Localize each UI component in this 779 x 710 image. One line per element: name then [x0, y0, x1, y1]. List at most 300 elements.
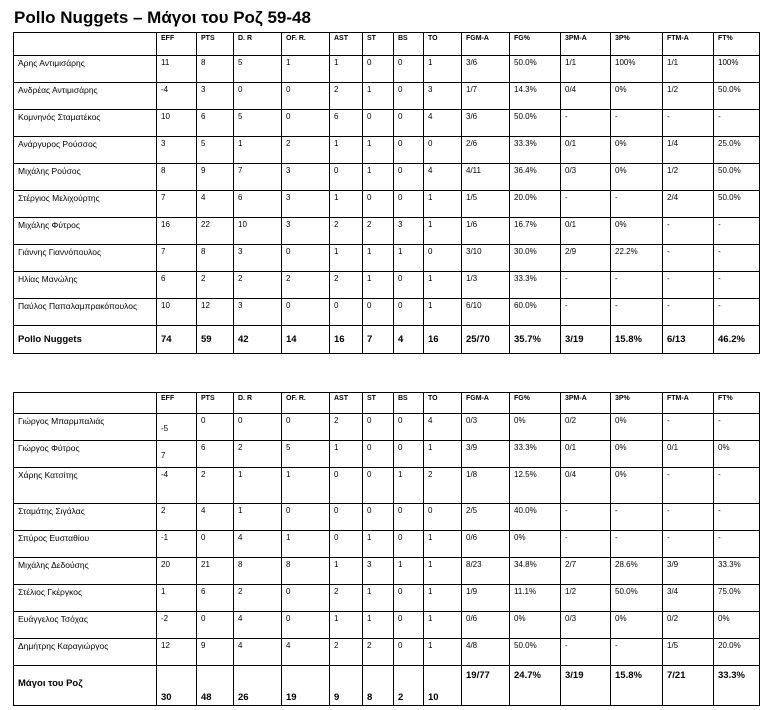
stat-fg-pct: 30.0%	[510, 245, 561, 272]
stat-ft-pct: -	[714, 110, 760, 137]
header-cell-blank	[14, 33, 157, 56]
stat-off-reb: 8	[282, 558, 330, 585]
stat-fg-pct: 0%	[510, 531, 561, 558]
stat-ftm-a: -	[663, 468, 714, 504]
total-blk: 4	[394, 326, 424, 354]
stat-3pm-a: 2/9	[561, 245, 611, 272]
stat-fgm-a: 0/6	[462, 531, 510, 558]
header-pts: PTS	[197, 33, 234, 56]
stat-3pm-a: -	[561, 191, 611, 218]
stat-off-reb: 3	[282, 191, 330, 218]
stat-def-reb: 2	[234, 585, 282, 612]
total-3p-pct: 15.8%	[611, 666, 663, 706]
header-3pm-a: 3PM-A	[561, 393, 611, 414]
stat-tov: 4	[424, 414, 462, 441]
stat-fg-pct: 14.3%	[510, 83, 561, 110]
stat-fgm-a: 3/6	[462, 56, 510, 83]
header-tov: TO	[424, 33, 462, 56]
total-def-reb: 26	[234, 666, 282, 706]
stat-3pm-a: -	[561, 299, 611, 326]
stat-stl: 0	[363, 468, 394, 504]
total-fgm-a: 25/70	[462, 326, 510, 354]
stat-fg-pct: 20.0%	[510, 191, 561, 218]
stat-3p-pct: 0%	[611, 218, 663, 245]
total-fg-pct: 35.7%	[510, 326, 561, 354]
stat-3pm-a: 0/3	[561, 164, 611, 191]
stat-def-reb: 7	[234, 164, 282, 191]
header-ftm-a: FTM-A	[663, 393, 714, 414]
stat-3p-pct: 0%	[611, 164, 663, 191]
stat-stl: 0	[363, 110, 394, 137]
stat-fgm-a: 6/10	[462, 299, 510, 326]
stat-fg-pct: 11.1%	[510, 585, 561, 612]
header-ftm-a: FTM-A	[663, 33, 714, 56]
stat-ast: 2	[330, 272, 363, 299]
stat-pts: 2	[197, 468, 234, 504]
stat-stl: 2	[363, 218, 394, 245]
stat-fg-pct: 50.0%	[510, 56, 561, 83]
player-name: Χάρης Κατσίτης	[14, 468, 157, 504]
stat-pts: 4	[197, 191, 234, 218]
stat-3p-pct: -	[611, 272, 663, 299]
stat-tov: 1	[424, 191, 462, 218]
stat-pts: 8	[197, 245, 234, 272]
stat-ftm-a: 1/2	[663, 83, 714, 110]
player-name: Ανδρέας Αντιμισάρης	[14, 83, 157, 110]
stat-3pm-a: 2/7	[561, 558, 611, 585]
stat-ft-pct: 75.0%	[714, 585, 760, 612]
stat-3p-pct: 28.6%	[611, 558, 663, 585]
table-row	[14, 441, 760, 468]
stat-blk: 1	[394, 558, 424, 585]
header-def-reb: D. R	[234, 393, 282, 414]
total-eff: 74	[157, 326, 197, 354]
header-fgm-a: FGM-A	[462, 393, 510, 414]
stat-stl: 1	[363, 83, 394, 110]
stat-off-reb: 5	[282, 441, 330, 468]
stat-ftm-a: -	[663, 299, 714, 326]
stat-3p-pct: 0%	[611, 468, 663, 504]
stat-off-reb: 3	[282, 164, 330, 191]
header-stl: ST	[363, 393, 394, 414]
stat-ftm-a: 3/9	[663, 558, 714, 585]
stat-eff: 8	[157, 164, 197, 191]
stat-ft-pct: -	[714, 531, 760, 558]
stat-pts: 0	[197, 414, 234, 441]
player-name: Γιάννης Γιαννόπουλος	[14, 245, 157, 272]
stat-pts: 4	[197, 504, 234, 531]
stat-fg-pct: 33.3%	[510, 272, 561, 299]
header-fg-pct: FG%	[510, 33, 561, 56]
stat-3pm-a: 0/4	[561, 83, 611, 110]
stat-fg-pct: 34.8%	[510, 558, 561, 585]
stat-def-reb: 4	[234, 639, 282, 666]
stat-tov: 1	[424, 299, 462, 326]
stat-fg-pct: 0%	[510, 612, 561, 639]
player-name: Ανάργυρος Ρούσσος	[14, 137, 157, 164]
stat-tov: 0	[424, 245, 462, 272]
stat-ft-pct: -	[714, 414, 760, 441]
table-row	[14, 137, 760, 164]
stat-3pm-a: -	[561, 110, 611, 137]
stat-stl: 2	[363, 639, 394, 666]
stat-fg-pct: 0%	[510, 414, 561, 441]
stat-tov: 4	[424, 110, 462, 137]
stat-eff: -4	[157, 83, 197, 110]
player-name: Μιχάλης Δεδούσης	[14, 558, 157, 585]
stat-blk: 0	[394, 414, 424, 441]
header-tov: TO	[424, 393, 462, 414]
stat-3pm-a: -	[561, 504, 611, 531]
stat-fgm-a: 1/7	[462, 83, 510, 110]
stat-fg-pct: 50.0%	[510, 110, 561, 137]
stat-def-reb: 3	[234, 299, 282, 326]
total-eff: 30	[157, 666, 197, 706]
stat-ft-pct: 25.0%	[714, 137, 760, 164]
stat-fgm-a: 3/10	[462, 245, 510, 272]
stat-blk: 1	[394, 468, 424, 504]
header-fg-pct: FG%	[510, 393, 561, 414]
table-row	[14, 612, 760, 639]
stat-eff: 7	[157, 245, 197, 272]
header-3p-pct: 3P%	[611, 33, 663, 56]
stat-def-reb: 4	[234, 531, 282, 558]
player-name: Μιχάλης Ρούσος	[14, 164, 157, 191]
stat-tov: 1	[424, 56, 462, 83]
stat-fgm-a: 4/11	[462, 164, 510, 191]
stat-pts: 8	[197, 56, 234, 83]
stat-eff: 1	[157, 585, 197, 612]
stat-def-reb: 0	[234, 414, 282, 441]
stat-3pm-a: 1/2	[561, 585, 611, 612]
stat-3p-pct: 0%	[611, 441, 663, 468]
stat-def-reb: 6	[234, 191, 282, 218]
player-name: Ευάγγελος Τσόχας	[14, 612, 157, 639]
stat-pts: 0	[197, 531, 234, 558]
stat-off-reb: 3	[282, 218, 330, 245]
stat-fgm-a: 3/9	[462, 441, 510, 468]
stat-blk: 0	[394, 56, 424, 83]
stat-ast: 1	[330, 191, 363, 218]
stat-3p-pct: -	[611, 299, 663, 326]
header-def-reb: D. R	[234, 33, 282, 56]
stat-def-reb: 2	[234, 441, 282, 468]
stat-ft-pct: 20.0%	[714, 639, 760, 666]
stat-stl: 0	[363, 191, 394, 218]
stat-blk: 0	[394, 164, 424, 191]
stat-tov: 1	[424, 639, 462, 666]
header-stl: ST	[363, 33, 394, 56]
stat-tov: 0	[424, 504, 462, 531]
stat-off-reb: 2	[282, 137, 330, 164]
stat-tov: 1	[424, 272, 462, 299]
stat-def-reb: 3	[234, 245, 282, 272]
stat-def-reb: 8	[234, 558, 282, 585]
stat-ast: 2	[330, 639, 363, 666]
stat-stl: 0	[363, 56, 394, 83]
header-off-reb: OF. R.	[282, 33, 330, 56]
stat-stl: 3	[363, 558, 394, 585]
stat-blk: 0	[394, 272, 424, 299]
stat-3pm-a: -	[561, 531, 611, 558]
stat-3pm-a: 0/1	[561, 137, 611, 164]
table-row	[14, 639, 760, 666]
player-name: Γιώργος Φύτρος	[14, 441, 157, 468]
stat-ast: 0	[330, 468, 363, 504]
player-name: Στέλιος Γκέργκος	[14, 585, 157, 612]
total-3p-pct: 15.8%	[611, 326, 663, 354]
player-name: Άρης Αντιμισάρης	[14, 56, 157, 83]
table-row	[14, 164, 760, 191]
total-pts: 48	[197, 666, 234, 706]
stat-tov: 4	[424, 164, 462, 191]
stat-blk: 0	[394, 83, 424, 110]
stat-3pm-a: 0/2	[561, 414, 611, 441]
stat-blk: 3	[394, 218, 424, 245]
stat-fgm-a: 0/6	[462, 612, 510, 639]
stat-ftm-a: 1/1	[663, 56, 714, 83]
totals-row	[14, 666, 760, 706]
header-ast: AST	[330, 393, 363, 414]
player-name: Σπύρος Ευσταθίου	[14, 531, 157, 558]
stat-off-reb: 1	[282, 468, 330, 504]
stat-fgm-a: 3/6	[462, 110, 510, 137]
stat-ft-pct: -	[714, 218, 760, 245]
stat-tov: 0	[424, 137, 462, 164]
stat-eff: -4	[157, 468, 197, 504]
team-name: Pollo Nuggets	[14, 326, 157, 354]
total-tov: 10	[424, 666, 462, 706]
stat-fg-pct: 16.7%	[510, 218, 561, 245]
stat-fgm-a: 1/8	[462, 468, 510, 504]
stat-def-reb: 4	[234, 612, 282, 639]
stat-fgm-a: 1/9	[462, 585, 510, 612]
stat-3p-pct: 0%	[611, 83, 663, 110]
stat-3p-pct: 0%	[611, 137, 663, 164]
total-off-reb: 19	[282, 666, 330, 706]
totals-row	[14, 326, 760, 354]
stat-pts: 6	[197, 585, 234, 612]
player-name: Σταμάτης Σιγάλας	[14, 504, 157, 531]
stat-eff: 6	[157, 272, 197, 299]
stat-off-reb: 0	[282, 110, 330, 137]
stat-stl: 1	[363, 531, 394, 558]
total-3pm-a: 3/19	[561, 326, 611, 354]
stat-3p-pct: -	[611, 639, 663, 666]
stat-stl: 0	[363, 299, 394, 326]
stat-ftm-a: -	[663, 272, 714, 299]
stat-eff: 16	[157, 218, 197, 245]
total-off-reb: 14	[282, 326, 330, 354]
stat-ft-pct: -	[714, 504, 760, 531]
total-stl: 7	[363, 326, 394, 354]
stat-fgm-a: 1/6	[462, 218, 510, 245]
stat-blk: 0	[394, 612, 424, 639]
stat-ast: 2	[330, 218, 363, 245]
stat-blk: 0	[394, 531, 424, 558]
stat-3pm-a: 0/3	[561, 612, 611, 639]
stat-blk: 0	[394, 504, 424, 531]
stat-off-reb: 1	[282, 56, 330, 83]
stat-off-reb: 0	[282, 585, 330, 612]
table-row	[14, 83, 760, 110]
document-title: Pollo Nuggets – Μάγοι του Ροζ 59-48	[14, 8, 311, 27]
stat-ftm-a: -	[663, 531, 714, 558]
stat-off-reb: 0	[282, 299, 330, 326]
player-name: Ηλίας Μανώλης	[14, 272, 157, 299]
stat-blk: 0	[394, 137, 424, 164]
stat-blk: 0	[394, 585, 424, 612]
header-row	[14, 393, 760, 414]
stat-ftm-a: 0/2	[663, 612, 714, 639]
total-ast: 16	[330, 326, 363, 354]
stat-ast: 2	[330, 83, 363, 110]
stat-fgm-a: 4/8	[462, 639, 510, 666]
stat-def-reb: 5	[234, 110, 282, 137]
stat-stl: 1	[363, 245, 394, 272]
player-name: Γιώργος Μπαρμπαλιάς	[14, 414, 157, 441]
stat-ftm-a: -	[663, 218, 714, 245]
stat-ast: 1	[330, 56, 363, 83]
header-eff: EFF	[157, 393, 197, 414]
stat-ft-pct: 50.0%	[714, 83, 760, 110]
stat-off-reb: 0	[282, 83, 330, 110]
stat-off-reb: 4	[282, 639, 330, 666]
stat-eff: -2	[157, 612, 197, 639]
stat-ast: 1	[330, 441, 363, 468]
stat-eff: -5	[157, 414, 197, 441]
header-ft-pct: FT%	[714, 33, 760, 56]
stat-fgm-a: 1/5	[462, 191, 510, 218]
total-tov: 16	[424, 326, 462, 354]
stat-eff: 3	[157, 137, 197, 164]
stat-fgm-a: 2/6	[462, 137, 510, 164]
stat-blk: 1	[394, 245, 424, 272]
stat-3p-pct: 0%	[611, 612, 663, 639]
header-pts: PTS	[197, 393, 234, 414]
stat-fg-pct: 50.0%	[510, 639, 561, 666]
stat-3pm-a: 1/1	[561, 56, 611, 83]
stat-fgm-a: 8/23	[462, 558, 510, 585]
stat-fg-pct: 33.3%	[510, 441, 561, 468]
table-row	[14, 191, 760, 218]
header-blk: BS	[394, 393, 424, 414]
stat-3p-pct: 50.0%	[611, 585, 663, 612]
stat-3pm-a: 0/4	[561, 468, 611, 504]
header-ft-pct: FT%	[714, 393, 760, 414]
stat-fgm-a: 1/3	[462, 272, 510, 299]
stat-pts: 9	[197, 164, 234, 191]
total-ft-pct: 46.2%	[714, 326, 760, 354]
stat-eff: 10	[157, 110, 197, 137]
table-row	[14, 585, 760, 612]
stat-pts: 6	[197, 110, 234, 137]
header-off-reb: OF. R.	[282, 393, 330, 414]
stat-3pm-a: 0/1	[561, 218, 611, 245]
stat-blk: 0	[394, 299, 424, 326]
stat-ft-pct: 0%	[714, 441, 760, 468]
total-blk: 2	[394, 666, 424, 706]
stat-off-reb: 1	[282, 531, 330, 558]
stat-tov: 3	[424, 83, 462, 110]
stat-ft-pct: -	[714, 245, 760, 272]
stat-eff: 12	[157, 639, 197, 666]
total-fgm-a: 19/77	[462, 666, 510, 706]
header-cell-blank	[14, 393, 157, 414]
stat-3p-pct: -	[611, 191, 663, 218]
stat-pts: 21	[197, 558, 234, 585]
header-ast: AST	[330, 33, 363, 56]
stat-ftm-a: -	[663, 245, 714, 272]
stat-pts: 2	[197, 272, 234, 299]
stat-ft-pct: 33.3%	[714, 558, 760, 585]
stat-def-reb: 2	[234, 272, 282, 299]
stat-tov: 1	[424, 218, 462, 245]
stat-eff: 7	[157, 191, 197, 218]
header-fgm-a: FGM-A	[462, 33, 510, 56]
total-ftm-a: 7/21	[663, 666, 714, 706]
stat-pts: 6	[197, 441, 234, 468]
stat-tov: 1	[424, 612, 462, 639]
stat-stl: 1	[363, 612, 394, 639]
stat-3p-pct: 100%	[611, 56, 663, 83]
stat-ast: 2	[330, 414, 363, 441]
stat-ast: 6	[330, 110, 363, 137]
stat-pts: 0	[197, 612, 234, 639]
stat-stl: 0	[363, 414, 394, 441]
total-def-reb: 42	[234, 326, 282, 354]
stat-stl: 0	[363, 504, 394, 531]
stat-pts: 9	[197, 639, 234, 666]
stat-off-reb: 2	[282, 272, 330, 299]
stat-def-reb: 1	[234, 468, 282, 504]
stat-stl: 1	[363, 137, 394, 164]
stat-ft-pct: -	[714, 299, 760, 326]
table-row	[14, 56, 760, 83]
stat-def-reb: 0	[234, 83, 282, 110]
player-name: Παύλος Παπαλαμπρακόπουλος	[14, 299, 157, 326]
stat-def-reb: 5	[234, 56, 282, 83]
stat-ftm-a: 1/4	[663, 137, 714, 164]
player-name: Δημήτρης Καραγιώργος	[14, 639, 157, 666]
stat-pts: 3	[197, 83, 234, 110]
stat-pts: 12	[197, 299, 234, 326]
stat-def-reb: 1	[234, 504, 282, 531]
stat-ft-pct: 0%	[714, 612, 760, 639]
total-stl: 8	[363, 666, 394, 706]
stat-tov: 1	[424, 531, 462, 558]
stat-ft-pct: 100%	[714, 56, 760, 83]
stat-eff: 20	[157, 558, 197, 585]
total-pts: 59	[197, 326, 234, 354]
stat-3p-pct: 0%	[611, 414, 663, 441]
total-ftm-a: 6/13	[663, 326, 714, 354]
table-row	[14, 299, 760, 326]
stat-fg-pct: 33.3%	[510, 137, 561, 164]
stat-ast: 0	[330, 531, 363, 558]
stat-eff: -1	[157, 531, 197, 558]
stat-blk: 0	[394, 441, 424, 468]
stat-3pm-a: 0/1	[561, 441, 611, 468]
table-row	[14, 414, 760, 441]
stat-stl: 0	[363, 441, 394, 468]
total-ast: 9	[330, 666, 363, 706]
stat-eff: 10	[157, 299, 197, 326]
stat-blk: 0	[394, 191, 424, 218]
header-blk: BS	[394, 33, 424, 56]
team2-stats-table	[13, 392, 760, 706]
stat-off-reb: 0	[282, 612, 330, 639]
